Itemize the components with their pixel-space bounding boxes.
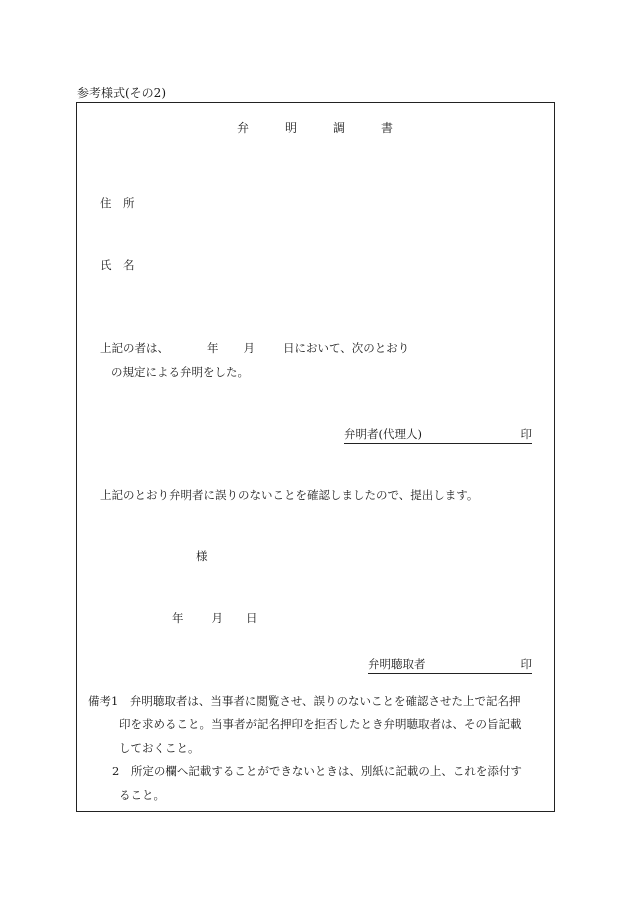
hearer-label: 弁明聴取者 [368,657,426,671]
document-title [0,119,630,136]
form-caption: 参考様式(その2) [77,86,166,100]
signer-label: 弁明者(代理人) [344,427,422,441]
statement-month-unit: 月 [243,341,255,355]
signer-seal-mark: 印 [520,427,532,441]
note-1-line-2: 印を求めること。当事者が記名押印を拒否したとき弁明聴取者は、その旨記載 [119,717,522,731]
note-2-line-1: 2 所定の欄へ記載することができないときは、別紙に記載の上、これを添付す [112,764,522,778]
title-char-2: 明 [284,121,297,135]
submission-date [172,610,258,626]
statement-prefix: 上記の者は、 [100,341,169,355]
statement-date-line [100,340,409,356]
statement-regulation-line: の規定による弁明をした。 [111,365,249,379]
note-1-line-1: 備考1 弁明聴取者は、当事者に閲覧させ、誤りのないことを確認させた上で記名押 [88,694,521,708]
hearer-signature-line [368,656,532,674]
note-2-line-2: ること。 [119,788,165,802]
hearer-seal-mark: 印 [520,657,532,671]
signer-signature-line [344,426,532,444]
name-label: 氏 名 [100,258,135,272]
submit-year-unit: 年 [172,611,184,625]
note-1-line-3: しておくこと。 [119,741,200,755]
title-char-3: 調 [333,121,346,135]
submit-month-unit: 月 [211,611,223,625]
statement-day-suffix: 日において、次のとおり [283,341,410,355]
title-char-1: 弁 [236,121,249,135]
statement-year-unit: 年 [207,341,219,355]
submit-day-unit: 日 [246,611,258,625]
address-label: 住 所 [100,196,135,210]
addressee-suffix: 様 [196,549,208,563]
confirmation-text: 上記のとおり弁明者に誤りのないことを確認しましたので、提出します。 [100,488,479,502]
title-char-4: 書 [381,121,394,135]
